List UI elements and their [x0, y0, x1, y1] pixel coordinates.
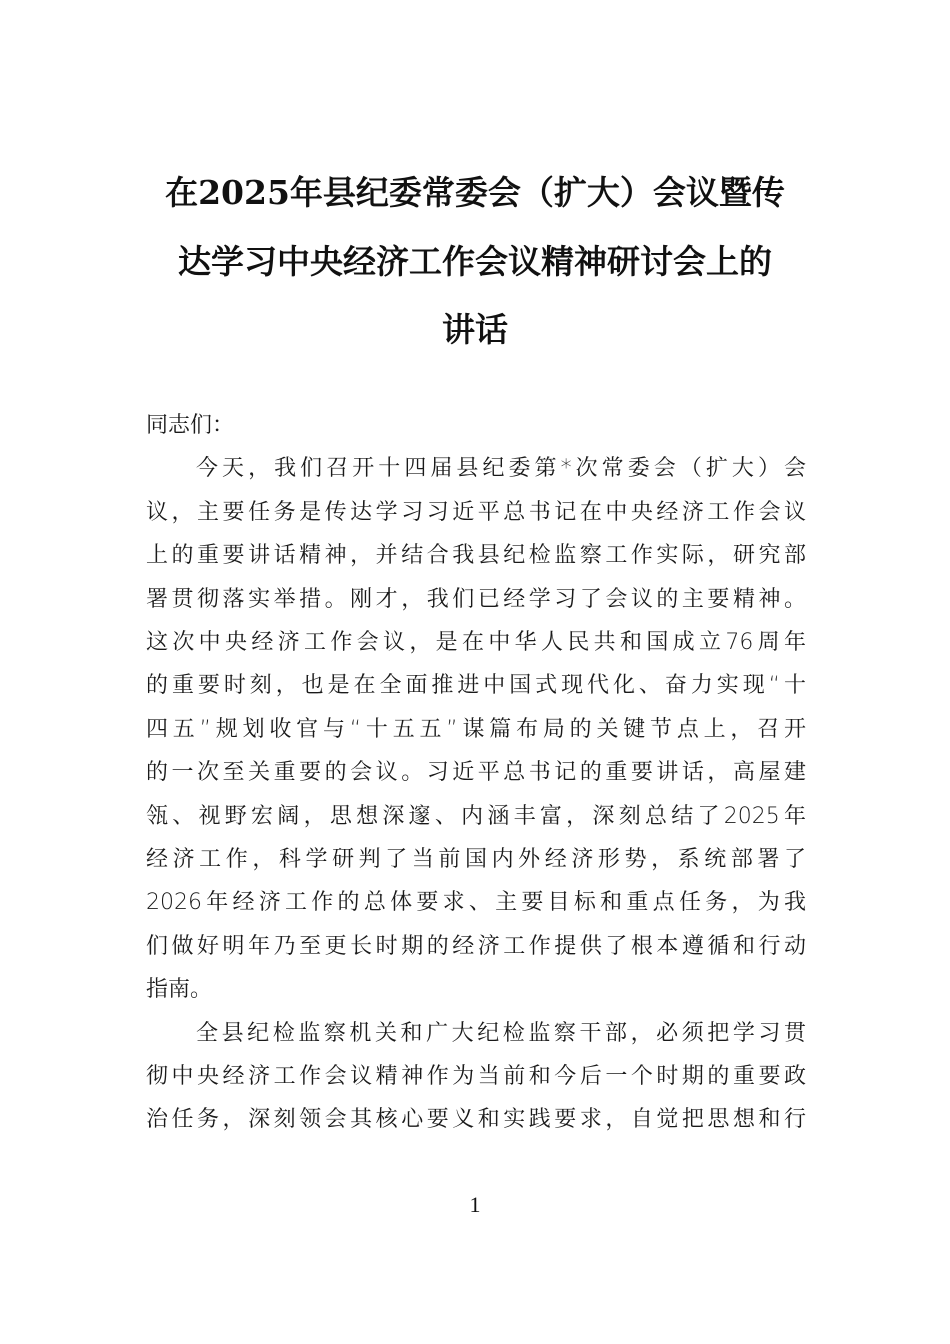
paragraph-line: 指南。: [146, 977, 213, 1003]
paragraph-line: 们做好明年乃至更长时期的经济工作提供了根本遵循和行动: [146, 933, 806, 959]
paragraph-line: 全县纪检监察机关和广大纪检监察干部，必须把学习贯: [196, 1020, 806, 1046]
paragraph-line: 瓴、视野宏阔，思想深邃、内涵丰富，深刻总结了2025年: [146, 803, 806, 829]
salutation: 同志们：: [146, 413, 235, 438]
paragraph-line: 2026年经济工作的总体要求、主要目标和重点任务，为我: [146, 890, 806, 916]
paragraph-line: 上的重要讲话精神，并结合我县纪检监察工作实际，研究部: [146, 543, 806, 569]
paragraph-line: 的重要时刻，也是在全面推进中国式现代化、奋力实现“十: [146, 673, 806, 699]
paragraph-line: 议，主要任务是传达学习习近平总书记在中央经济工作会议: [146, 499, 806, 525]
paragraph-line: 治任务，深刻领会其核心要义和实践要求，自觉把思想和行: [146, 1107, 806, 1133]
paragraph-line: 的一次至关重要的会议。习近平总书记的重要讲话，高屋建: [146, 760, 806, 786]
paragraph-line: 这次中央经济工作会议，是在中华人民共和国成立76周年: [146, 630, 806, 655]
paragraph-line: 署贯彻落实举措。刚才，我们已经学习了会议的主要精神。: [146, 586, 806, 612]
page-number: 1: [469, 1192, 481, 1217]
paragraph-line: 彻中央经济工作会议精神作为当前和今后一个时期的重要政: [146, 1064, 806, 1089]
document-title-line: 达学习中央经济工作会议精神研讨会上的: [178, 242, 772, 281]
paragraph-line: 经济工作，科学研判了当前国内外经济形势，系统部署了: [146, 847, 806, 872]
document-title-line: 在2025年县纪委常委会（扩大）会议暨传: [165, 173, 785, 212]
paragraph-line: 今天，我们召开十四届县纪委第*次常委会（扩大）会: [196, 456, 806, 482]
paragraph-line: 四五”规划收官与“十五五”谋篇布局的关键节点上，召开: [146, 716, 806, 742]
document-title-line: 讲话: [442, 310, 508, 349]
